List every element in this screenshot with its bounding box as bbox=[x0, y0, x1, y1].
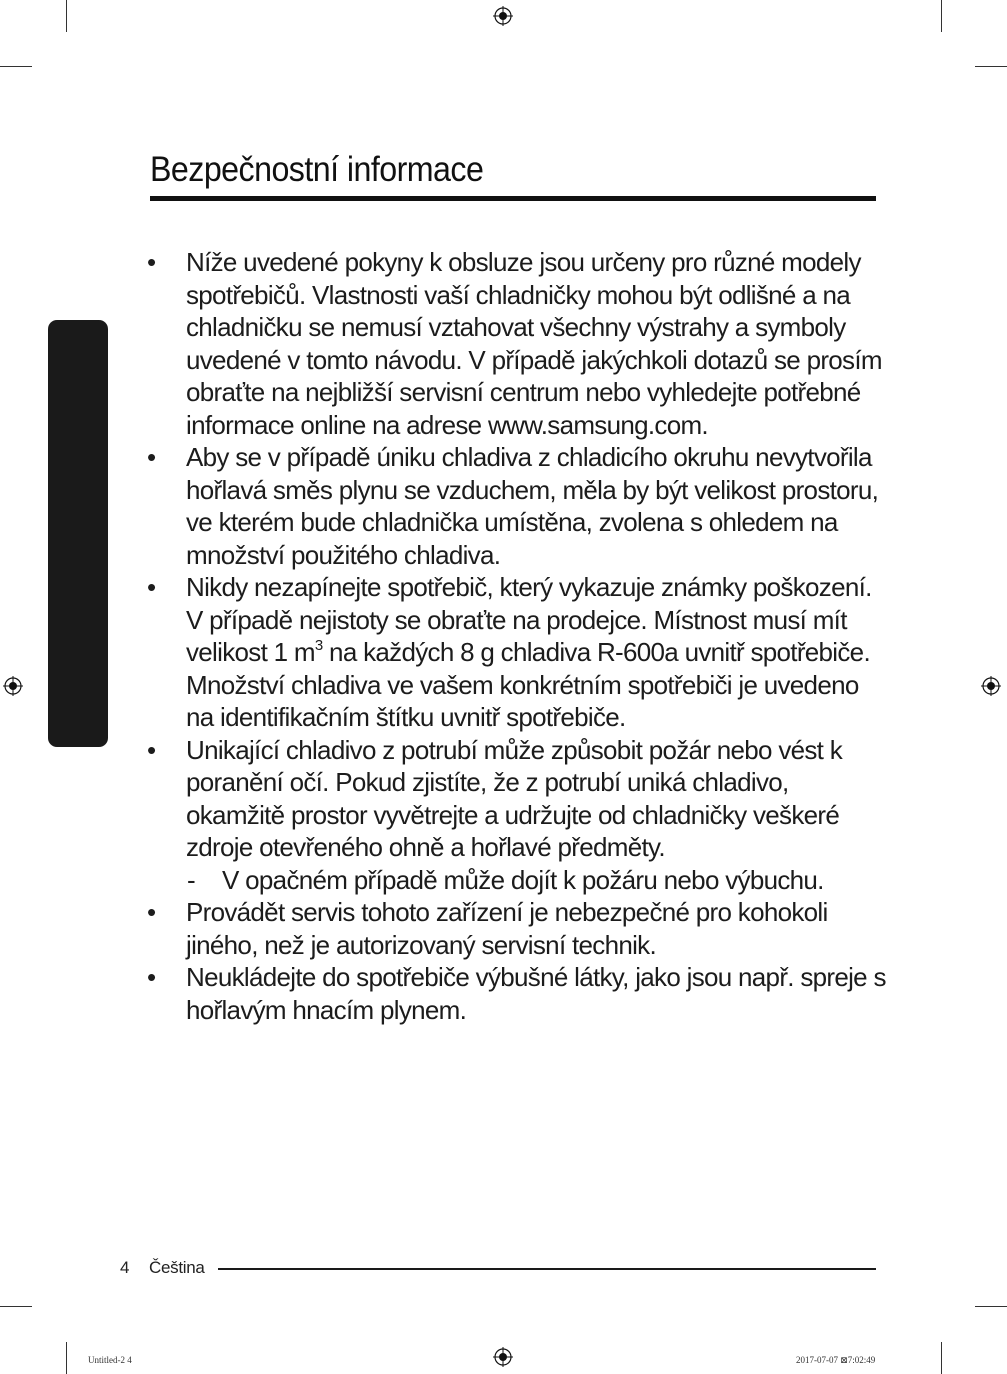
bullet-icon: • bbox=[147, 442, 156, 472]
crop-mark bbox=[0, 1306, 32, 1307]
print-slug-timestamp: 2017-07-07 ⊠7:02:49 bbox=[796, 1355, 876, 1365]
footer-rule bbox=[218, 1268, 876, 1270]
list-item bbox=[147, 246, 887, 441]
bullet-icon: • bbox=[147, 572, 156, 602]
bullet-icon: • bbox=[147, 247, 156, 277]
registration-mark-icon bbox=[3, 676, 23, 696]
list-item-text: Níže uvedené pokyny k obsluze jsou určeny pro různé modely spotřebičů. Vlastnosti vaší chladničky mohou být odlišné a na chladničku se nemusí vztahovat všechny výstrahy a symboly uvedené v tomto návodu. V případě jakýchkoli dotazů se prosím obraťte na nejbližší servisní centrum nebo vyhledejte potřebné informace online na adrese www.samsung.com. bbox=[186, 247, 882, 440]
title-underline bbox=[150, 196, 876, 201]
crop-mark bbox=[941, 0, 942, 32]
registration-mark-icon bbox=[493, 1347, 513, 1367]
registration-mark-icon bbox=[493, 6, 513, 26]
side-tab bbox=[48, 320, 108, 932]
list-item-text: Unikající chladivo z potrubí může způsobit požár nebo vést k poranění očí. Pokud zjistíte, že z potrubí uniká chladivo, okamžitě prostor vyvětrejte a udržujte od chladničky veškeré zdroje otevřeného ohně a hořlavé předměty. bbox=[186, 734, 843, 862]
page-number: 4 bbox=[120, 1258, 130, 1277]
list-item-text-part: Nikdy nezapínejte spotřebič, který vykazuje známky poškození. V případě nejistoty se obraťte na prodejce. Místnost musí mít velikost 1 m bbox=[186, 572, 872, 667]
list-item bbox=[147, 734, 887, 864]
print-slug-file: Untitled-2 4 bbox=[88, 1355, 132, 1365]
safety-list bbox=[147, 246, 887, 864]
footer-language: Čeština bbox=[149, 1258, 205, 1277]
bullet-icon: • bbox=[147, 962, 156, 992]
list-item bbox=[147, 961, 887, 1026]
crop-mark bbox=[66, 1342, 67, 1374]
list-item bbox=[147, 571, 887, 734]
list-item bbox=[147, 896, 887, 961]
crop-mark bbox=[975, 1306, 1007, 1307]
crop-mark bbox=[941, 1342, 942, 1374]
bullet-icon: • bbox=[147, 897, 156, 927]
dash-icon: - bbox=[187, 864, 195, 895]
list-item bbox=[147, 441, 887, 571]
list-item-text: Neukládejte do spotřebiče výbušné látky, jako jsou např. spreje s hořlavým hnacím plynem. bbox=[186, 962, 886, 1025]
crop-mark bbox=[0, 66, 32, 67]
superscript: 3 bbox=[314, 637, 323, 654]
page-title: Bezpečnostní informace bbox=[150, 150, 484, 189]
sub-item-text: V opačném případě může dojít k požáru nebo výbuchu. bbox=[222, 864, 824, 895]
registration-mark-icon bbox=[981, 676, 1001, 696]
crop-mark bbox=[66, 0, 67, 32]
bullet-icon: • bbox=[147, 734, 156, 765]
side-tab-label: Bezpečnostní informace bbox=[69, 776, 87, 932]
list-item-text: Provádět servis tohoto zařízení je nebezpečné pro kohokoli jiného, než je autorizovaný servisní technik. bbox=[186, 897, 828, 960]
list-item-text bbox=[186, 572, 872, 732]
sub-item bbox=[147, 864, 887, 897]
safety-list bbox=[147, 896, 887, 1026]
list-item-text: Aby se v případě úniku chladiva z chladicího okruhu nevytvořila hořlavá směs plynu se vzduchem, měla by být velikost prostoru, ve kterém bude chladnička umístěna, zvolena s ohledem na množství použitého chladiva. bbox=[186, 442, 879, 570]
list-item-text-part: na každých 8 g chladiva R-600a uvnitř spotřebiče. Množství chladiva ve vašem konkrétním spotřebiči je uvedeno na identifikačním štítku uvnitř spotřebiče. bbox=[186, 637, 870, 732]
safety-content bbox=[147, 246, 887, 1026]
crop-mark bbox=[975, 66, 1007, 67]
